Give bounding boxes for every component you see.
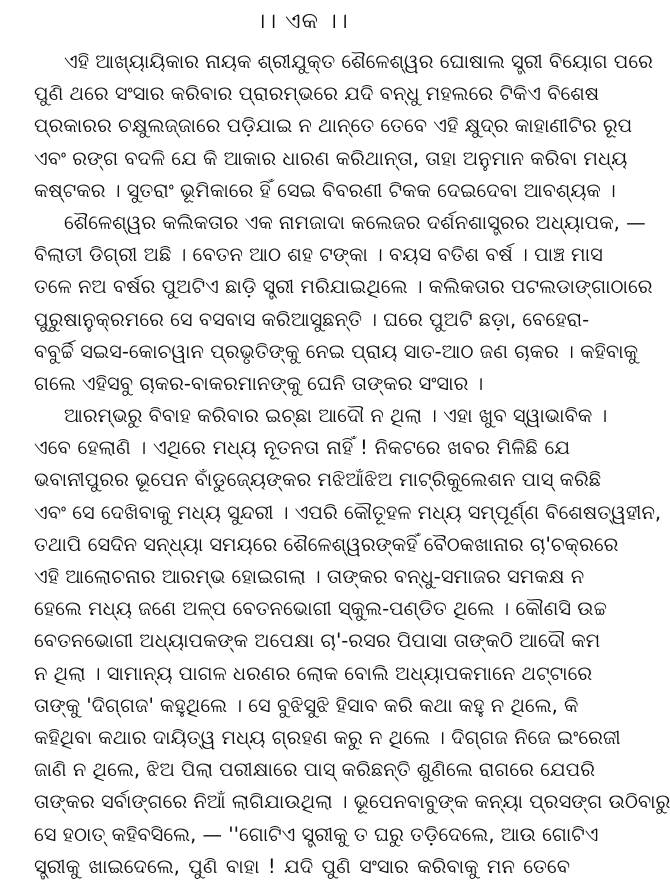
text-line: ଏବେ ହେଲାଣି । ଏଥିରେ ମଧ୍ୟ ନୂତନତା ନାହିଁ ! ନିକଟରେ ଖବର ମିଳିଛି ଯେ (34, 436, 570, 460)
text-line: ତଳେ ନଅ ବର୍ଷର ପୁଅଟିଏ ଛାଡ଼ି ସ୍ତ୍ରୀ ମରିଯାଇଥିଲେ । କଲିକତାର ପଟଲଡାଙ୍ଗାଠାରେ (34, 275, 653, 299)
chapter-title: ।। ଏକ ।। (255, 9, 349, 34)
text-line: ଜାଣି ନ ଥିଲେ, ଝିଅ ପିଲା ପରୀକ୍ଷାରେ ପାସ୍ କରିଛନ୍ତି ଶୁଣିଲେ ରାଗରେ ଯେପରି (34, 758, 596, 782)
text-line: ପୁଣି ଥରେ ସଂସାର କରିବାର ପ୍ରାରମ୍ଭରେ ଯଦି ବନ୍ଧୁ ମହଲରେ ଟିକିଏ ବିଶେଷ (34, 82, 600, 106)
text-line: ତାଙ୍କୁ 'ଦିଗ୍‌ଗଜ' କହୁଥିଲେ । ସେ ବୁଝିସୁଝି ହିସାବ କରି କଥା କହୁ ନ ଥିଲେ, କି (34, 693, 579, 717)
text-line: ବବୁର୍ଚ୍ଚି ସଇସ-କୋଚୱାନ ପ୍ରଭୃତିଙ୍କୁ ନେଇ ପ୍ରାୟ ସାତ-ଆଠ ଜଣ ଚାକର । କହିବାକୁ (34, 339, 639, 363)
text-line: ତାଙ୍କର ସର୍ବାଙ୍ଗରେ ନିଆଁ ଲାଗିଯାଉଥିଲା । ଭୂପେନବାବୁଙ୍କ କନ୍ୟା ପ୍ରସଙ୍ଗ ଉଠିବାରୁ (34, 790, 670, 814)
text-line: ଶୈଳେଶ୍ୱର କଲିକତାର ଏକ ନାମଜାଦା କଲେଜର ଦର୍ଶନଶାସ୍ତ୍ରର ଅଧ୍ୟାପକ, — (64, 210, 646, 234)
text-line: ବେତନଭୋଗୀ ଅଧ୍ୟାପକଙ୍କ ଅପେକ୍ଷା ଚା'-ରସର ପିପାସା ତାଙ୍କଠି ଆଦୌ କମ (34, 629, 601, 653)
text-line: କଷ୍ଟକର । ସୁତରାଂ ଭୂମିକାରେ ହିଁ ସେଇ ବିବରଣୀ ଟିକକ ଦେଇଦେବା ଆବଶ୍ୟକ । (34, 178, 616, 202)
text-line: ଏବଂ ରଙ୍ଗ ବଦଳି ଯେ କି ଆକାର ଧାରଣ କରିଥାନ୍ତା, ତାହା ଅନୁମାନ କରିବା ମଧ୍ୟ (34, 146, 628, 170)
text-line: ଆରମ୍ଭରୁ ବିବାହ କରିବାର ଇଚ୍ଛା ଆଦୌ ନ ଥିଲା । ଏହା ଖୁବ ସ୍ୱାଭାବିକ । (64, 404, 608, 428)
text-line: କହିଥିବା କଥାର ଦାୟିତ୍ୱ ମଧ୍ୟ ଗ୍ରହଣ କରୁ ନ ଥିଲେ । ଦିଗ୍‌ଗଜ ନିଜେ ଇଂରେଜୀ (34, 725, 621, 749)
paragraph-3 (34, 400, 670, 883)
text-line: ତଥାପି ସେଦିନ ସନ୍ଧ୍ୟା ସମୟରେ ଶୈଳେଶ୍ୱରଙ୍କହିଁ ବୈଠକଖାନାର ଚା'ଚକ୍ରରେ (34, 532, 619, 556)
text-line: ଏହି ଆଖ୍ୟାୟିକାର ନାୟକ ଶ୍ରୀଯୁକ୍ତ ଶୈଳେଶ୍ୱର ଘୋଷାଲ ସ୍ତ୍ରୀ ବିୟୋଗ ପରେ (64, 50, 653, 73)
text-line: ଏବଂ ସେ ଦେଖିବାକୁ ମଧ୍ୟ ସୁନ୍ଦରୀ । ଏପରି କୌତୂହଳ ମଧ୍ୟ ସମ୍ପୂର୍ଣ୍ଣ ବିଶେଷତ୍ୱହୀନ, (34, 500, 662, 524)
text-line: ସ୍ତ୍ରୀକୁ ଖାଇଦେଲେ, ପୁଣି ବାହା ! ଯଦି ପୁଣି ସଂସାର କରିବାକୁ ମନ ତେବେ (34, 854, 570, 878)
text-line: ନ ଥିଲା । ସାମାନ୍ୟ ପାଗଳ ଧରଣର ଲୋକ ବୋଲି ଅଧ୍ୟାପକମାନେ ଥଟ୍ଟାରେ (34, 661, 593, 685)
text-line: ବିଲାତୀ ଡିଗ୍ରୀ ଅଛି । ବେତନ ଆଠ ଶହ ଟଙ୍କା । ବୟସ ବତିଶ ବର୍ଷ । ପାଞ୍ଚ ମାସ (34, 243, 603, 267)
text-line: ସେ ହଠାତ୍ କହିବସିଲେ, — ''ଗୋଟିଏ ସ୍ତ୍ରୀକୁ ତ ଘରୁ ତଡ଼ିଦେଲେ, ଆଉ ଗୋଟିଏ (34, 822, 599, 846)
text-line: ଭବାନୀପୁରର ଭୂପେନ ବାଁଡୁଜ୍ୟେଙ୍କର ମଝିଆଁଝିଅ ମାଟ୍ରିକୁଲେଶନ ପାସ୍ କରିଛି (34, 468, 602, 492)
paragraph-2 (34, 207, 653, 400)
text-line: ପ୍ରକାରର ଚକ୍ଷୁଲଜ୍ଜାରେ ପଡ଼ିଯାଇ ନ ଥାନ୍ତେ ତେବେ ଏହି କ୍ଷୁଦ୍ର କାହାଣୀଟିର ରୂପ (34, 114, 633, 138)
text-line: ପୁରୁଷାନୁକ୍ରମରେ ସେ ବସବାସ କରିଆସୁଛନ୍ତି । ଘରେ ପୁଅଟି ଛଡ଼ା, ବେହେରା- (34, 307, 590, 331)
paragraph-1 (34, 46, 653, 207)
text-line: ଏହି ଆଲୋଚନାର ଆରମ୍ଭ ହୋଇଗଲା । ତାଙ୍କର ବନ୍ଧୁ-ସମାଜର ସମକକ୍ଷ ନ (34, 565, 585, 588)
text-line: ଗଲେ ଏହିସବୁ ଚାକର-ବାକରମାନଙ୍କୁ ଘେନି ତାଙ୍କର ସଂସାର । (34, 371, 484, 395)
text-line: ହେଲେ ମଧ୍ୟ ଜଣେ ଅଳ୍ପ ବେତନଭୋଗୀ ସ୍କୁଲ-ପଣ୍ଡିତ ଥିଲେ । କୌଣସି ଉଚ୍ଚ (34, 597, 607, 621)
